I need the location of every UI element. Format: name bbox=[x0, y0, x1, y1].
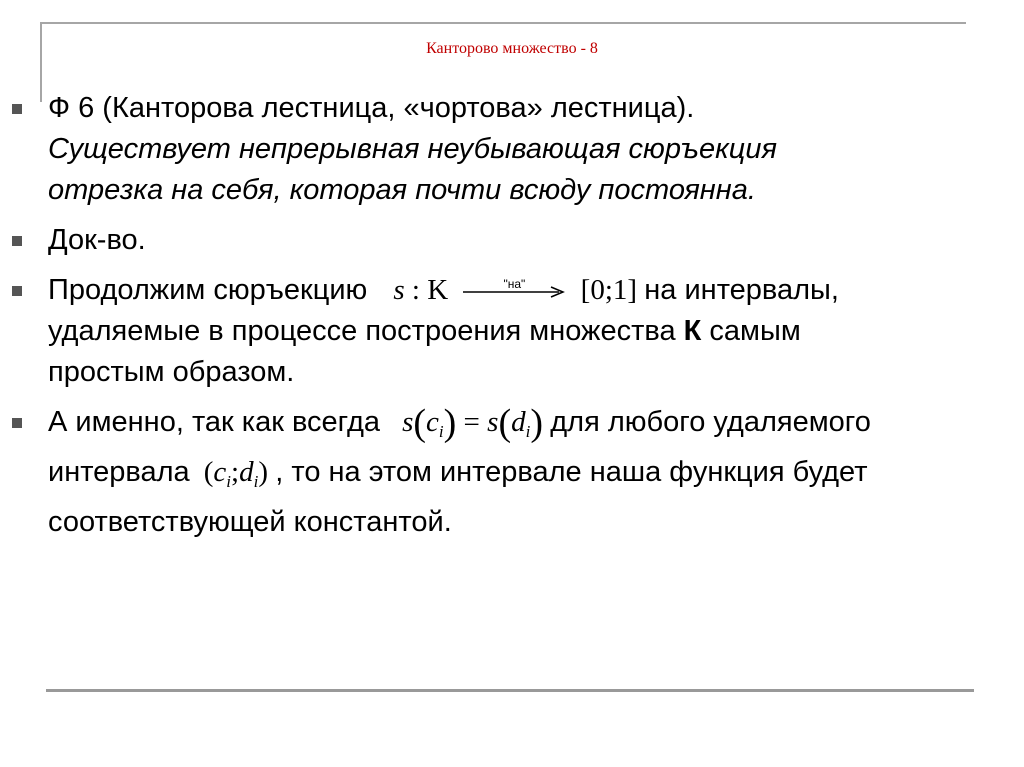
bullet-item-extension bbox=[12, 270, 1022, 393]
paren-close-icon: ) bbox=[530, 402, 543, 444]
proof-label: Док-во. bbox=[48, 224, 146, 256]
constant-line-2-start: интервала bbox=[48, 456, 190, 488]
paren-open-icon: ( bbox=[498, 402, 512, 444]
onto-arrow bbox=[459, 277, 569, 304]
int-open: ( bbox=[203, 456, 214, 488]
right-arrow-icon bbox=[459, 286, 569, 298]
paren-open-icon: ( bbox=[413, 402, 427, 444]
formula-K: K bbox=[427, 274, 449, 306]
slide-body bbox=[12, 88, 1022, 552]
int-sub-i-2: i bbox=[253, 472, 259, 491]
int-c: c bbox=[213, 456, 227, 488]
extension-text-end: на интервалы, bbox=[644, 274, 839, 306]
bullet-marker bbox=[12, 236, 22, 246]
bullet-marker bbox=[12, 418, 22, 428]
eq-d: d bbox=[511, 406, 526, 438]
bullet-marker bbox=[12, 286, 22, 296]
footer-line bbox=[46, 689, 974, 692]
formula-s: s bbox=[393, 274, 405, 306]
theorem-heading: Ф 6 (Канторова лестница, «чортова» лестница). bbox=[48, 92, 695, 124]
slide-title: Канторово множество - 8 bbox=[426, 40, 598, 57]
bullet-item-proof bbox=[12, 220, 1022, 261]
surjection-formula bbox=[393, 274, 644, 306]
eq-s-left: s bbox=[402, 406, 414, 438]
equality-formula bbox=[402, 402, 550, 444]
eq-s-right: s bbox=[487, 406, 499, 438]
eq-sub-i-1: i bbox=[438, 422, 444, 441]
eq-c: c bbox=[426, 406, 439, 438]
bullet-marker bbox=[12, 104, 22, 114]
constant-line-3: соответствующей константой. bbox=[48, 506, 452, 538]
interval-formula bbox=[203, 456, 276, 491]
eq-equals: = bbox=[463, 406, 480, 438]
extension-text-start: Продолжим сюръекцию bbox=[48, 274, 368, 306]
extension-line-3: простым образом. bbox=[48, 356, 295, 388]
int-sub-i-1: i bbox=[226, 472, 232, 491]
bullet-item-constant bbox=[12, 402, 1022, 543]
theorem-statement-line-2: отрезка на себя, которая почти всюду постоянна. bbox=[48, 174, 756, 206]
formula-interval: [0;1] bbox=[580, 274, 638, 306]
int-close: ) bbox=[258, 456, 268, 488]
extension-line-2-start: удаляемые в процессе построения множества bbox=[48, 315, 676, 347]
constant-line-2-end: , то на этом интервале наша функция будет bbox=[275, 456, 868, 488]
constant-text-start: А именно, так как всегда bbox=[48, 406, 380, 438]
eq-sub-i-2: i bbox=[525, 422, 531, 441]
paren-close-icon: ) bbox=[443, 402, 457, 444]
theorem-statement-line-1: Существует непрерывная неубывающая сюръекция bbox=[48, 133, 777, 165]
onto-arrow-label: "на" bbox=[503, 277, 526, 292]
bullet-item-theorem bbox=[12, 88, 1022, 211]
set-K-bold: К bbox=[683, 315, 702, 347]
formula-colon: : bbox=[411, 274, 420, 306]
frame-top-line bbox=[40, 22, 966, 24]
extension-line-2-end: самым bbox=[709, 315, 801, 347]
int-semicolon: ; bbox=[231, 456, 240, 488]
constant-text-end: для любого удаляемого bbox=[550, 406, 871, 438]
int-d: d bbox=[239, 456, 254, 488]
